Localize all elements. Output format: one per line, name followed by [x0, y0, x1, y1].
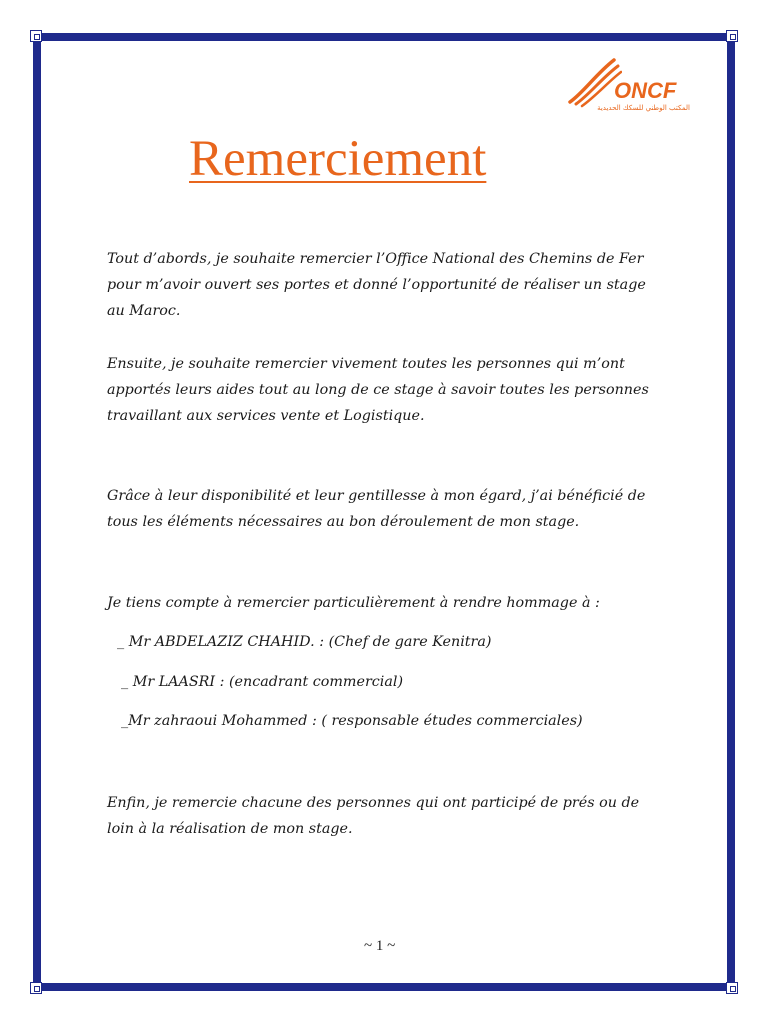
page-number: ~ 1 ~ — [364, 938, 396, 954]
border-corner-bottom-right — [726, 982, 738, 994]
logo-text: ONCF — [614, 78, 677, 103]
border-corner-top-right — [726, 30, 738, 42]
border-corner-top-left — [30, 30, 42, 42]
paragraph-intro: Tout d’abords, je souhaite remercier l’Office National des Chemins de Fer pour m’avoir ouvert ses portes et donné l’opportunité de réaliser un stage au Maroc. — [107, 251, 646, 319]
page-title: Remerciement — [189, 131, 487, 187]
paragraph-closing: Enfin, je remercie chacune des personnes qui ont participé de prés ou de loin à la réalisation de mon stage. — [107, 795, 640, 837]
logo-subtitle: المكتب الوطني للسكك الحديدية — [597, 104, 690, 112]
list-item: _Mr zahraoui Mohammed : ( responsable études commerciales) — [121, 713, 583, 729]
paragraph-tribute: Je tiens compte à remercier particulièrement à rendre hommage à : — [107, 595, 600, 611]
paragraph-thanks-staff: Ensuite, je souhaite remercier vivement toutes les personnes qui m’ont apportés leurs aides tout au long de ce stage à savoir toutes les personnes travaillant aux services vente et Logistique. — [107, 356, 649, 424]
paragraph-availability: Grâce à leur disponibilité et leur gentillesse à mon égard, j’ai bénéficié de tous les éléments nécessaires au bon déroulement de mon stage. — [107, 488, 646, 530]
list-item: _ Mr LAASRI : (encadrant commercial) — [121, 674, 404, 690]
list-item: _ Mr ABDELAZIZ CHAHID. : (Chef de gare Kenitra) — [117, 634, 492, 650]
oncf-logo — [566, 52, 706, 116]
border-corner-bottom-left — [30, 982, 42, 994]
